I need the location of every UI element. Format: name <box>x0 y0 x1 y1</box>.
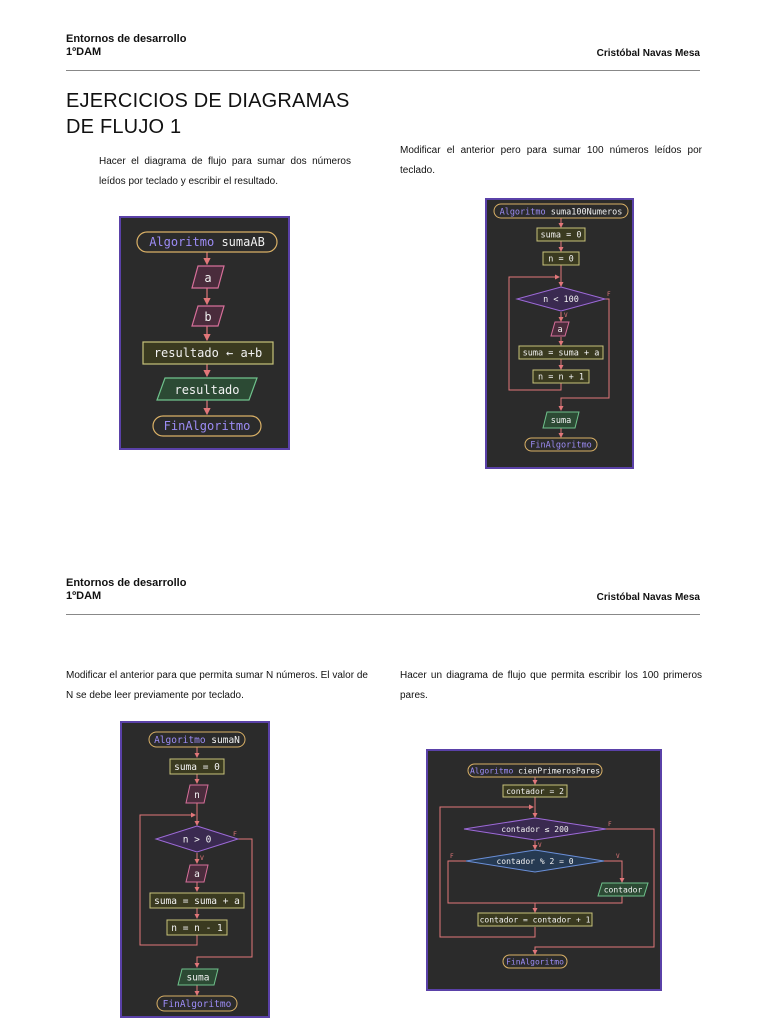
page-title-line-1: EJERCICIOS DE DIAGRAMAS <box>66 90 350 112</box>
init-suma-process <box>170 759 224 774</box>
svg-text:n = n + 1: n = n + 1 <box>537 372 585 383</box>
decrement-process <box>167 920 227 935</box>
init-suma-process <box>537 228 585 241</box>
init-contador-process <box>503 785 567 797</box>
end-terminal <box>503 955 567 968</box>
parity-true-label: V <box>616 853 620 860</box>
exercise-4-statement: Hacer un diagrama de flujo que permita escribir los 100 primeros pares. <box>400 670 702 701</box>
svg-text:FinAlgoritmo: FinAlgoritmo <box>530 440 592 451</box>
false-label: F <box>607 291 611 298</box>
true-label: V <box>200 854 204 862</box>
svg-text:a: a <box>204 271 212 285</box>
svg-text:resultado ← a+b: resultado ← a+b <box>153 346 263 360</box>
svg-text:contador ≤ 200: contador ≤ 200 <box>501 825 569 834</box>
read-b-io <box>192 306 224 326</box>
flowchart-suma-ab <box>119 216 290 450</box>
svg-text:a: a <box>194 869 200 880</box>
svg-text:contador = contador + 1: contador = contador + 1 <box>479 915 591 925</box>
increment-process <box>533 370 589 383</box>
write-contador-io <box>598 883 648 896</box>
init-n-process <box>543 252 579 265</box>
flowchart-cien-primeros-pares <box>426 749 662 991</box>
svg-text:Algoritmo suma100Numeros: Algoritmo suma100Numeros <box>499 207 623 218</box>
svg-text:FinAlgoritmo: FinAlgoritmo <box>163 419 251 433</box>
start-terminal <box>149 732 245 747</box>
page-title-line-2: DE FLUJO 1 <box>66 116 182 138</box>
svg-text:suma = 0: suma = 0 <box>174 762 220 773</box>
svg-text:a: a <box>557 325 563 335</box>
svg-text:FinAlgoritmo: FinAlgoritmo <box>162 999 232 1010</box>
exercise-1-statement: Hacer el diagrama de flujo para sumar dos números leídos por teclado y escribir el resultado. <box>99 156 351 187</box>
svg-text:n = 0: n = 0 <box>548 254 574 265</box>
svg-text:suma: suma <box>550 416 572 426</box>
svg-text:resultado: resultado <box>174 383 240 397</box>
flowchart-suma-100-numeros <box>485 198 634 469</box>
write-resultado-io <box>157 378 257 400</box>
start-terminal <box>494 204 628 218</box>
start-terminal <box>137 232 277 252</box>
svg-text:suma = 0: suma = 0 <box>540 230 582 241</box>
svg-text:suma = suma + a: suma = suma + a <box>154 896 240 907</box>
header-course: Entornos de desarrollo <box>66 33 187 45</box>
svg-text:Algoritmo cienPrimerosPares: Algoritmo cienPrimerosPares <box>469 766 601 776</box>
parity-false-label: F <box>450 853 454 860</box>
svg-text:n = n - 1: n = n - 1 <box>171 923 223 934</box>
main-true-label: V <box>538 842 542 849</box>
start-terminal <box>468 764 602 777</box>
accumulate-process <box>519 346 603 359</box>
parity-condition-decision <box>466 850 604 872</box>
condition-decision <box>517 287 605 311</box>
header-divider <box>66 70 700 71</box>
svg-text:b: b <box>204 310 212 324</box>
svg-text:n: n <box>194 790 200 801</box>
read-a-io <box>192 266 224 288</box>
header-author: Cristóbal Navas Mesa <box>596 592 700 603</box>
read-a-io <box>186 865 208 882</box>
svg-text:suma = suma + a: suma = suma + a <box>522 348 600 359</box>
assign-process <box>143 342 273 364</box>
false-label: F <box>233 830 237 838</box>
header-divider <box>66 614 700 615</box>
svg-text:suma: suma <box>186 972 210 984</box>
accumulate-process <box>150 893 244 908</box>
write-suma-io <box>178 969 218 985</box>
write-suma-io <box>543 412 579 428</box>
header-year: 1ºDAM <box>66 590 102 602</box>
page-title <box>66 88 350 140</box>
true-label: V <box>564 312 568 319</box>
main-false-label: F <box>608 821 612 828</box>
svg-text:Algoritmo sumaN: Algoritmo sumaN <box>154 735 240 746</box>
svg-text:n > 0: n > 0 <box>182 834 212 846</box>
svg-text:contador: contador <box>603 885 643 895</box>
svg-text:contador = 2: contador = 2 <box>506 787 564 796</box>
exercise-3-statement: Modificar el anterior para que permita sumar N números. El valor de N se debe leer previamente por teclado. <box>66 670 368 701</box>
header-course: Entornos de desarrollo <box>66 577 187 589</box>
svg-text:n < 100: n < 100 <box>543 295 579 305</box>
header-year: 1ºDAM <box>66 46 102 58</box>
flowchart-suma-n <box>120 721 270 1018</box>
svg-text:FinAlgoritmo: FinAlgoritmo <box>506 957 564 967</box>
condition-decision <box>156 826 238 852</box>
end-terminal <box>153 416 261 436</box>
end-terminal <box>525 438 597 451</box>
read-n-io <box>186 785 208 803</box>
main-condition-decision <box>464 818 606 840</box>
read-a-io <box>551 322 569 336</box>
header-author: Cristóbal Navas Mesa <box>596 48 700 59</box>
increment-process <box>478 913 592 926</box>
svg-text:contador % 2 = 0: contador % 2 = 0 <box>496 857 574 866</box>
exercise-2-statement: Modificar el anterior pero para sumar 100 números leídos por teclado. <box>400 145 702 176</box>
svg-text:Algoritmo sumaAB: Algoritmo sumaAB <box>149 235 265 249</box>
end-terminal <box>157 996 237 1011</box>
